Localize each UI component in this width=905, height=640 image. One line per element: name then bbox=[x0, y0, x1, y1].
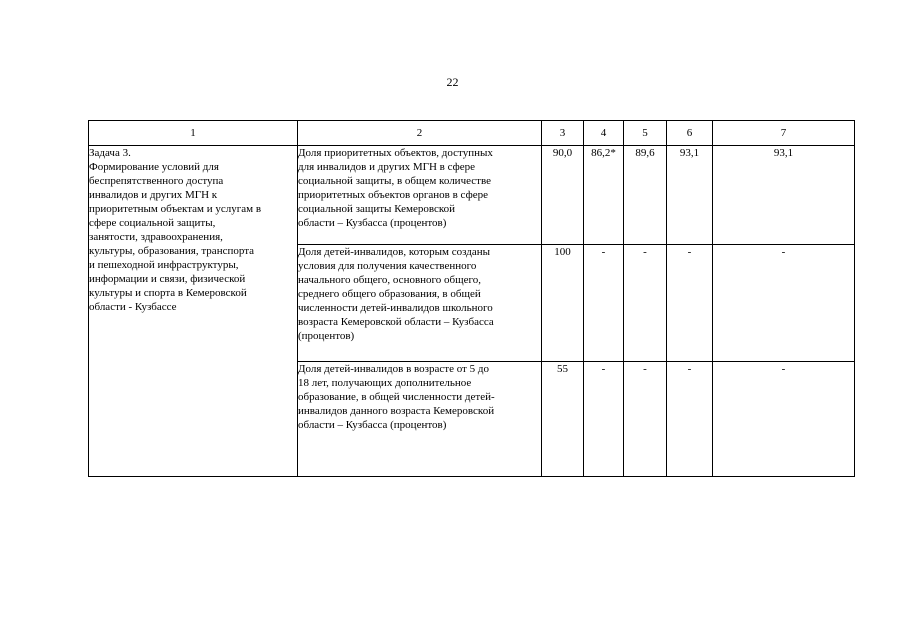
indicator-line: (процентов) bbox=[298, 330, 355, 342]
header-cell: 5 bbox=[624, 121, 667, 146]
page-number: 22 bbox=[446, 75, 459, 89]
indicator-line: инвалидов данного возраста Кемеровской bbox=[298, 405, 495, 417]
indicator-line: образование, в общей численности детей- bbox=[298, 391, 495, 403]
indicator-line: начального общего, основного общего, bbox=[298, 274, 481, 286]
task-line: инвалидов и других МГН к bbox=[89, 189, 218, 201]
task-line: Формирование условий для bbox=[89, 161, 219, 173]
value-cell: - bbox=[624, 245, 667, 362]
header-cell: 6 bbox=[667, 121, 713, 146]
indicator-cell bbox=[298, 245, 542, 362]
indicator-line: численности детей-инвалидов школьного bbox=[298, 302, 493, 314]
header-cell: 1 bbox=[89, 121, 298, 146]
indicator-line: приоритетных объектов органов в сфере bbox=[298, 189, 488, 201]
task-line: области - Кузбассе bbox=[89, 301, 177, 313]
value-cell: - bbox=[624, 362, 667, 477]
header-cell: 4 bbox=[584, 121, 624, 146]
task-cell bbox=[89, 146, 298, 477]
task-line: культуры, образования, транспорта bbox=[89, 245, 255, 257]
header-cell: 2 bbox=[298, 121, 542, 146]
value-cell: 90,0 bbox=[542, 146, 584, 245]
value-cell: - bbox=[713, 362, 855, 477]
indicator-line: возраста Кемеровской области – Кузбасса bbox=[298, 316, 494, 328]
value-cell: - bbox=[667, 362, 713, 477]
indicator-line: социальной защиты, в общем количестве bbox=[298, 175, 491, 187]
indicators-table bbox=[88, 120, 855, 477]
task-line: занятости, здравоохранения, bbox=[89, 231, 223, 243]
value-cell: 100 bbox=[542, 245, 584, 362]
indicator-line: среднего общего образования, в общей bbox=[298, 288, 481, 300]
table-row bbox=[89, 146, 855, 245]
indicator-line: для инвалидов и других МГН в сфере bbox=[298, 161, 476, 173]
header-cell: 3 bbox=[542, 121, 584, 146]
task-line: культуры и спорта в Кемеровской bbox=[89, 287, 247, 299]
task-line: и пешеходной инфраструктуры, bbox=[89, 259, 239, 271]
task-line: информации и связи, физической bbox=[89, 273, 246, 285]
indicator-line: 18 лет, получающих дополнительное bbox=[298, 377, 472, 389]
value-cell: - bbox=[584, 245, 624, 362]
indicator-line: Доля детей-инвалидов в возрасте от 5 до bbox=[298, 363, 489, 375]
task-line: беспрепятственного доступа bbox=[89, 175, 224, 187]
indicator-line: Доля приоритетных объектов, доступных bbox=[298, 147, 493, 159]
indicator-line: области – Кузбасса (процентов) bbox=[298, 419, 447, 431]
indicator-line: социальной защиты Кемеровской bbox=[298, 203, 456, 215]
task-line: Задача 3. bbox=[89, 147, 131, 159]
value-cell: 86,2* bbox=[584, 146, 624, 245]
indicator-line: области – Кузбасса (процентов) bbox=[298, 217, 447, 229]
header-cell: 7 bbox=[713, 121, 855, 146]
value-cell: 93,1 bbox=[667, 146, 713, 245]
task-line: сфере социальной защиты, bbox=[89, 217, 216, 229]
indicator-line: условия для получения качественного bbox=[298, 260, 477, 272]
value-cell: 93,1 bbox=[713, 146, 855, 245]
indicator-cell bbox=[298, 146, 542, 245]
indicator-cell bbox=[298, 362, 542, 477]
table-header-row bbox=[89, 121, 855, 146]
value-cell: - bbox=[667, 245, 713, 362]
value-cell: - bbox=[584, 362, 624, 477]
indicator-line: Доля детей-инвалидов, которым созданы bbox=[298, 246, 491, 258]
value-cell: 89,6 bbox=[624, 146, 667, 245]
value-cell: 55 bbox=[542, 362, 584, 477]
task-line: приоритетным объектам и услугам в bbox=[89, 203, 262, 215]
value-cell: - bbox=[713, 245, 855, 362]
